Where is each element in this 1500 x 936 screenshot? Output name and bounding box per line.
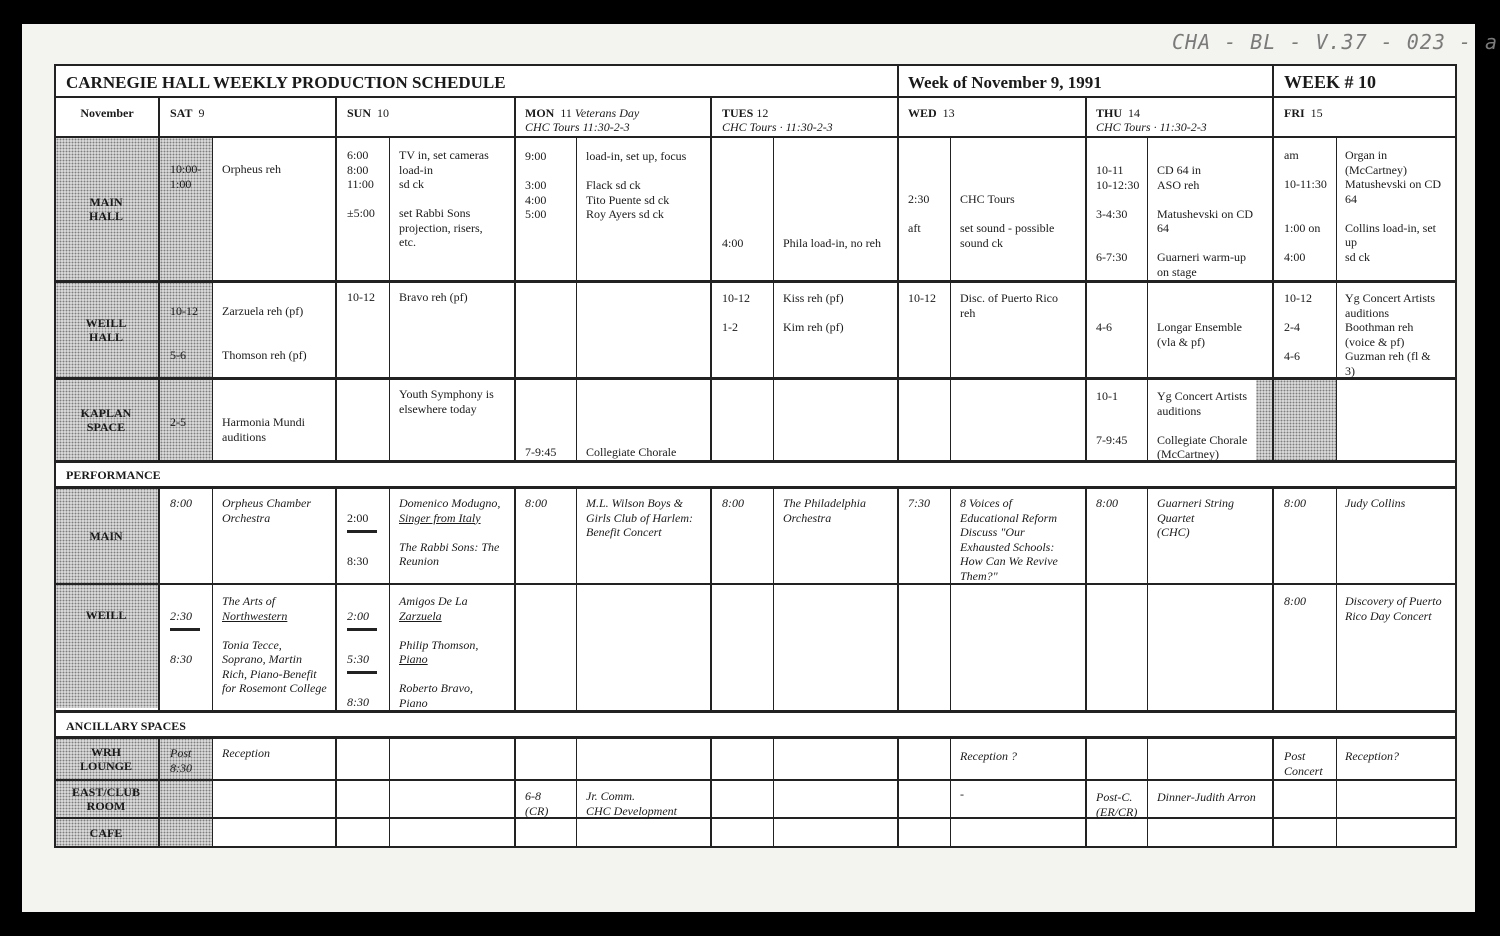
perf-weill-sat-times	[170, 594, 206, 666]
row-label-weill-hall: WEILL HALL	[85, 316, 127, 344]
main-hall-fri-events: Organ in (McCartney) Matushevski on CD 64 Collins load-in, set up sd ck	[1345, 148, 1441, 264]
perf-weill-sat-event-1a: The Arts of	[222, 594, 276, 608]
main-hall-mon-events: load-in, set up, focus Flack sd ck Tito Puente sd ck Roy Ayers sd ck	[586, 149, 687, 221]
perf-main-sat-events: Orpheus Chamber Orchestra	[222, 496, 311, 525]
section-performance: PERFORMANCE	[66, 468, 161, 482]
row-label-cafe: CAFE	[89, 826, 123, 840]
main-hall-wed-times: 2:30 aft	[908, 192, 930, 235]
kaplan-thu-events: Yg Concert Artists auditions Collegiate Chorale (McCartney)	[1157, 389, 1248, 461]
main-hall-thu-times: 10-11 10-12:30 3-4:30 6-7:30	[1096, 163, 1140, 264]
perf-main-wed-events: 8 Voices of Educational Reform Discuss "Our Exhausted Schools: How Can We Revive Them?"	[960, 496, 1058, 583]
kaplan-sat-times: 2-5	[170, 415, 186, 429]
weill-hall-wed-times: 10-12	[908, 291, 936, 305]
divider-dash	[347, 671, 377, 674]
perf-weill-fri-times: 8:00	[1284, 594, 1306, 608]
main-hall-sat-events: Orpheus reh	[222, 162, 281, 176]
weill-hall-fri-events: Yg Concert Artists auditions Boothman reh (voice & pf) Guzman reh (fl & 3)	[1345, 291, 1435, 378]
perf-main-sun-event-1b: Singer from Italy	[399, 510, 481, 525]
main-hall-fri-times: am 10-11:30 1:00 on 4:00	[1284, 148, 1327, 264]
east-club-thu-times: Post-C. (ER/CR)	[1096, 790, 1138, 819]
main-hall-sat-times: 10:00- 1:00	[170, 162, 202, 191]
shade-fri-kaplan	[1256, 380, 1336, 460]
schedule-table	[54, 64, 1457, 848]
row-label-main-hall: MAIN HALL	[88, 195, 123, 223]
east-club-thu-events: Dinner-Judith Arron	[1157, 790, 1256, 804]
row-label-east-club: EAST/CLUB ROOM	[71, 785, 141, 813]
day-header-fri: FRI 15	[1284, 106, 1323, 120]
perf-weill-sun-event-2b: Piano	[399, 652, 428, 666]
perf-main-sun-times	[347, 496, 383, 568]
perf-main-sun-event-2: The Rabbi Sons: The Reunion	[399, 539, 500, 568]
main-hall-tue-events: Phila load-in, no reh	[783, 236, 881, 250]
perf-main-tue-times: 8:00	[722, 496, 744, 510]
weill-hall-thu-events: Longar Ensemble (vla & pf)	[1157, 320, 1242, 349]
perf-weill-sun-event-1b: Zarzuela	[399, 608, 442, 623]
day-header-tue: TUES 12 CHC Tours · 11:30-2-3	[722, 106, 833, 134]
weill-hall-sat-events: Zarzuela reh (pf) Thomson reh (pf)	[222, 304, 307, 362]
row-label-perf-main: MAIN	[89, 529, 123, 543]
row-label-wrh-lounge: WRH LOUNGE	[79, 745, 132, 773]
perf-main-fri-times: 8:00	[1284, 496, 1306, 510]
weill-hall-tue-events: Kiss reh (pf) Kim reh (pf)	[783, 291, 844, 334]
perf-main-wed-times: 7:30	[908, 496, 930, 510]
perf-weill-sun-event-3: Roberto Bravo, Piano	[399, 681, 473, 710]
row-label-kaplan: KAPLAN SPACE	[80, 406, 132, 434]
wrh-lounge-fri-events: Reception?	[1345, 749, 1399, 763]
kaplan-mon-times: 7-9:45	[525, 445, 557, 459]
day-header-sun: SUN 10	[347, 106, 390, 120]
perf-main-tue-events: The Philadelphia Orchestra	[783, 496, 866, 525]
main-hall-tue-times: 4:00	[722, 236, 744, 250]
main-hall-mon-times: 9:00 3:00 4:00 5:00	[525, 149, 547, 221]
perf-main-sun-event-1a: Domenico Modugno,	[399, 496, 501, 510]
east-club-mon-events: Jr. Comm. CHC Development	[586, 789, 677, 818]
perf-main-thu-times: 8:00	[1096, 496, 1118, 510]
kaplan-thu-times: 10-1 7-9:45	[1096, 389, 1128, 447]
week-number: WEEK # 10	[1284, 72, 1377, 92]
perf-main-sun-time-2: 8:30	[347, 553, 369, 568]
weill-hall-sun-events: Bravo reh (pf)	[399, 290, 468, 304]
kaplan-sun-events: Youth Symphony is elsewhere today	[399, 387, 494, 416]
wrh-lounge-sat-times: Post 8:30	[170, 746, 192, 775]
perf-main-sat-times: 8:00	[170, 496, 192, 510]
main-hall-sun-times: 6:00 8:00 11:00 ±5:00	[347, 148, 375, 220]
east-club-wed-events: -	[960, 787, 964, 801]
perf-weill-fri-events: Discovery of Puerto Rico Day Concert	[1345, 594, 1442, 623]
perf-main-thu-events: Guarneri String Quartet (CHC)	[1157, 496, 1235, 539]
day-header-mon: MON 11 Veterans Day CHC Tours 11:30-2-3	[525, 106, 640, 134]
day-header-sat: SAT 9	[170, 106, 205, 120]
perf-main-mon-times: 8:00	[525, 496, 547, 510]
kaplan-mon-events: Collegiate Chorale	[586, 445, 677, 459]
archive-reference: CHA - BL - V.37 - 023 - a	[1172, 30, 1499, 54]
divider-dash	[347, 530, 377, 533]
row-label-perf-weill: WEILL	[85, 608, 127, 622]
perf-main-mon-events: M.L. Wilson Boys & Girls Club of Harlem: Benefit Concert	[586, 496, 694, 539]
week-of: Week of November 9, 1991	[908, 73, 1102, 92]
perf-weill-sun-events	[399, 594, 478, 710]
perf-weill-sat-time-2: 8:30	[170, 651, 192, 666]
main-hall-sun-events: TV in, set cameras load-in sd ck set Rabbi Sons projection, risers, etc.	[399, 148, 489, 249]
perf-weill-sun-time-1: 2:00	[347, 608, 369, 623]
day-header-thu: THU 14 CHC Tours · 11:30-2-3	[1096, 106, 1207, 134]
perf-weill-sat-event-2: Tonia Tecce, Soprano, Martin Rich, Piano-Benefit for Rosemont College	[222, 637, 327, 695]
perf-main-fri-events: Judy Collins	[1345, 496, 1406, 510]
wrh-lounge-fri-times: Post Concert	[1284, 749, 1323, 778]
perf-weill-sun-event-1a: Amigos De La	[399, 594, 468, 608]
weill-hall-fri-times: 10-12 2-4 4-6	[1284, 291, 1312, 363]
day-header-wed: WED 13	[908, 106, 955, 120]
wrh-lounge-sat-events: Reception	[222, 746, 270, 760]
weill-hall-wed-events: Disc. of Puerto Rico reh	[960, 291, 1058, 320]
main-hall-wed-events: CHC Tours set sound - possible sound ck	[960, 192, 1055, 250]
wrh-lounge-wed-events: Reception ?	[960, 749, 1017, 763]
perf-weill-sun-time-2: 5:30	[347, 651, 369, 666]
weill-hall-thu-times: 4-6	[1096, 320, 1112, 334]
month-label: November	[80, 106, 134, 120]
weill-hall-sat-times: 10-12 5-6	[170, 304, 198, 362]
section-ancillary: ANCILLARY SPACES	[66, 719, 186, 733]
perf-weill-sun-times	[347, 594, 383, 709]
divider-dash	[347, 628, 377, 631]
perf-main-sun-events	[399, 496, 500, 569]
perf-weill-sat-events	[222, 594, 327, 696]
perf-weill-sat-event-1b: Northwestern	[222, 608, 288, 623]
schedule-title: CARNEGIE HALL WEEKLY PRODUCTION SCHEDULE	[66, 73, 506, 92]
weill-hall-sun-times: 10-12	[347, 290, 375, 304]
east-club-mon-times: 6-8 (CR)	[525, 789, 549, 818]
perf-weill-sat-time-1: 2:30	[170, 608, 192, 623]
perf-main-sun-time-1: 2:00	[347, 510, 369, 525]
divider-dash	[170, 628, 200, 631]
weill-hall-tue-times: 10-12 1-2	[722, 291, 750, 334]
perf-weill-sun-event-2a: Philip Thomson,	[399, 637, 479, 652]
perf-weill-sun-time-3: 8:30	[347, 694, 369, 709]
main-hall-thu-events: CD 64 in ASO reh Matushevski on CD 64 Guarneri warm-up on stage	[1157, 163, 1253, 279]
kaplan-sat-events: Harmonia Mundi auditions	[222, 415, 305, 444]
